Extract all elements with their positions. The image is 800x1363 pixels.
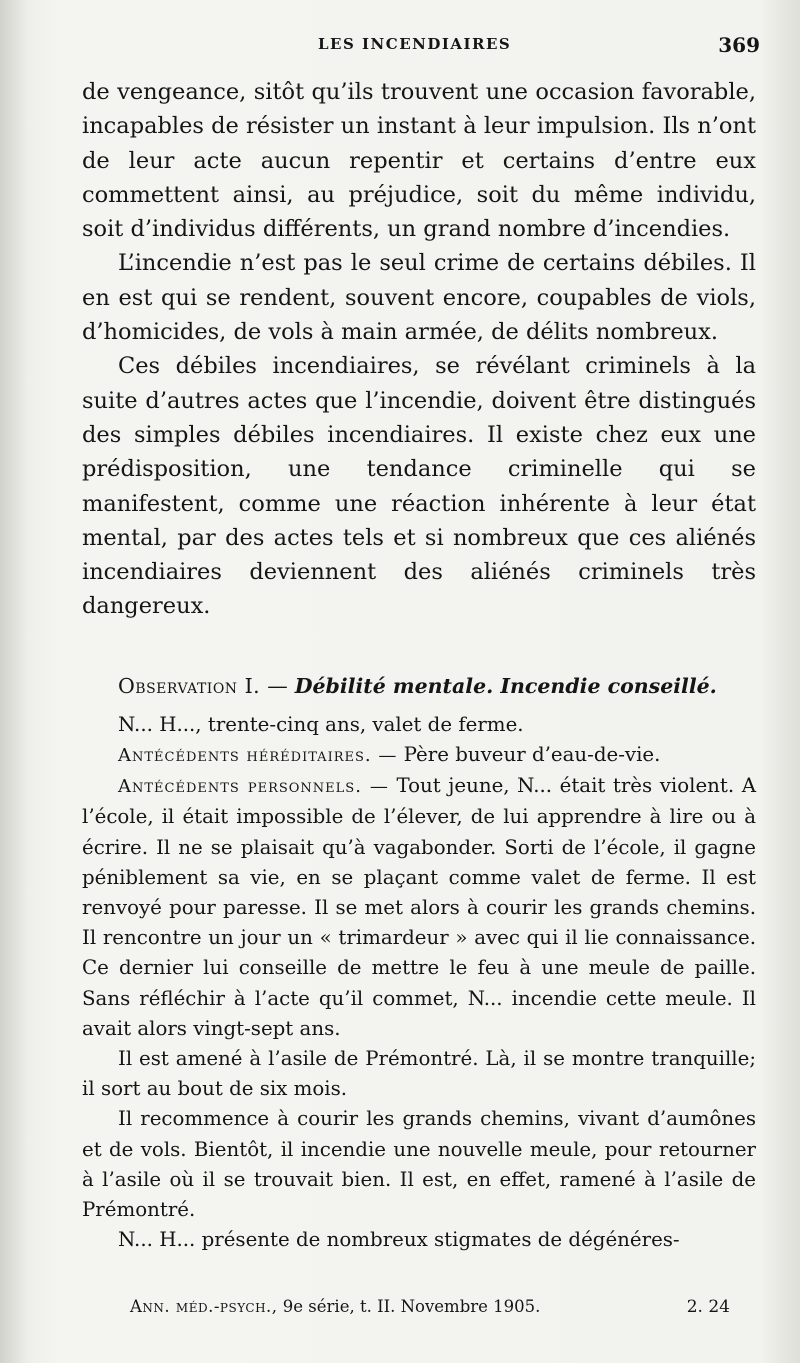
page-footer <box>130 1297 730 1327</box>
journal-reference <box>130 1297 540 1316</box>
paragraph: L’incendie n’est pas le seul crime de certains débiles. Il en est qui se rendent, souvent encore, coupables de viols, d’homicides, de vols à main armée, de délits nombreux. <box>82 250 756 346</box>
observation-heading <box>118 672 756 700</box>
observation-title: Débilité mentale. Incendie conseillé. <box>294 673 717 698</box>
personal-text: Tout jeune, N... était très violent. A l’école, il était impossible de l’élever, de lui apprendre à lire ou à écrire. Il ne se plaisait qu’à vagabonder. Sorti de l’école, il gagne péniblement sa vie, en se plaçant comme valet de ferme. Il est renvoyé pour paresse. Il se met alors à courir les grands chemins. Il rencontre un jour un « trimardeur » avec qui il lie connaissance. Ce dernier lui conseille de mettre le feu à une meule de paille. Sans réfléchir à l’acte qu’il commet, N... incendie cette meule. Il avait alors vingt-sept ans. <box>82 774 756 1040</box>
observation-paragraph: Il est amené à l’asile de Prémontré. Là, il se montre tranquille; il sort au bout de six mois. <box>82 1046 756 1101</box>
page-header <box>80 33 760 59</box>
observation-text <box>82 710 756 1256</box>
paragraph: Ces débiles incendiaires, se révélant criminels à la suite d’autres actes que l’incendie, doivent être distingués des simples débiles incendiaires. Il existe chez eux une prédisposition, une tendance criminelle qui se manifestent, comme une réaction inhérente à leur état mental, par des actes tels et si nombreux que ces aliénés incendiaires deviennent des aliénés criminels très dangereux. <box>82 353 756 620</box>
journal-details: 9e série, t. II. Novembre 1905. <box>282 1297 541 1316</box>
personal-antecedents <box>82 771 756 1044</box>
printer-signature: 2. 24 <box>686 1297 730 1317</box>
paragraph-continuation: de vengeance, sitôt qu’ils trouvent une occasion favorable, incapables de résister un instant à leur impulsion. Ils n’ont de leur acte aucun repentir et certains d’entre eux commettent ainsi, au préjudice, soit du même individu, soit d’individus différents, un grand nombre d’incendies. <box>82 79 756 243</box>
personal-label: Antécédents personnels. — <box>118 776 389 798</box>
journal-name: Ann. méd.-psych., <box>130 1297 278 1316</box>
hereditary-text: Père buveur d’eau-de-vie. <box>403 742 661 766</box>
observation-paragraph: N... H... présente de nombreux stigmates de dégénéres- <box>118 1228 680 1252</box>
running-title: LES INCENDIAIRES <box>318 35 512 53</box>
observation-paragraph: Il recommence à courir les grands chemins, vivant d’aumônes et de vols. Bientôt, il incendie une nouvelle meule, pour retourner à l’asile où il se trouvait bien. Il est, en effet, ramené à l’asile de Prémontré. <box>82 1107 756 1221</box>
hereditary-antecedents <box>82 740 756 771</box>
hereditary-label: Antécédents héréditaires. — <box>118 744 398 766</box>
page-body <box>82 75 756 1255</box>
observation-label: Observation I. — <box>118 673 289 698</box>
page-number: 369 <box>718 33 760 57</box>
observation-subject: N... H..., trente-cinq ans, valet de ferme. <box>118 712 524 736</box>
